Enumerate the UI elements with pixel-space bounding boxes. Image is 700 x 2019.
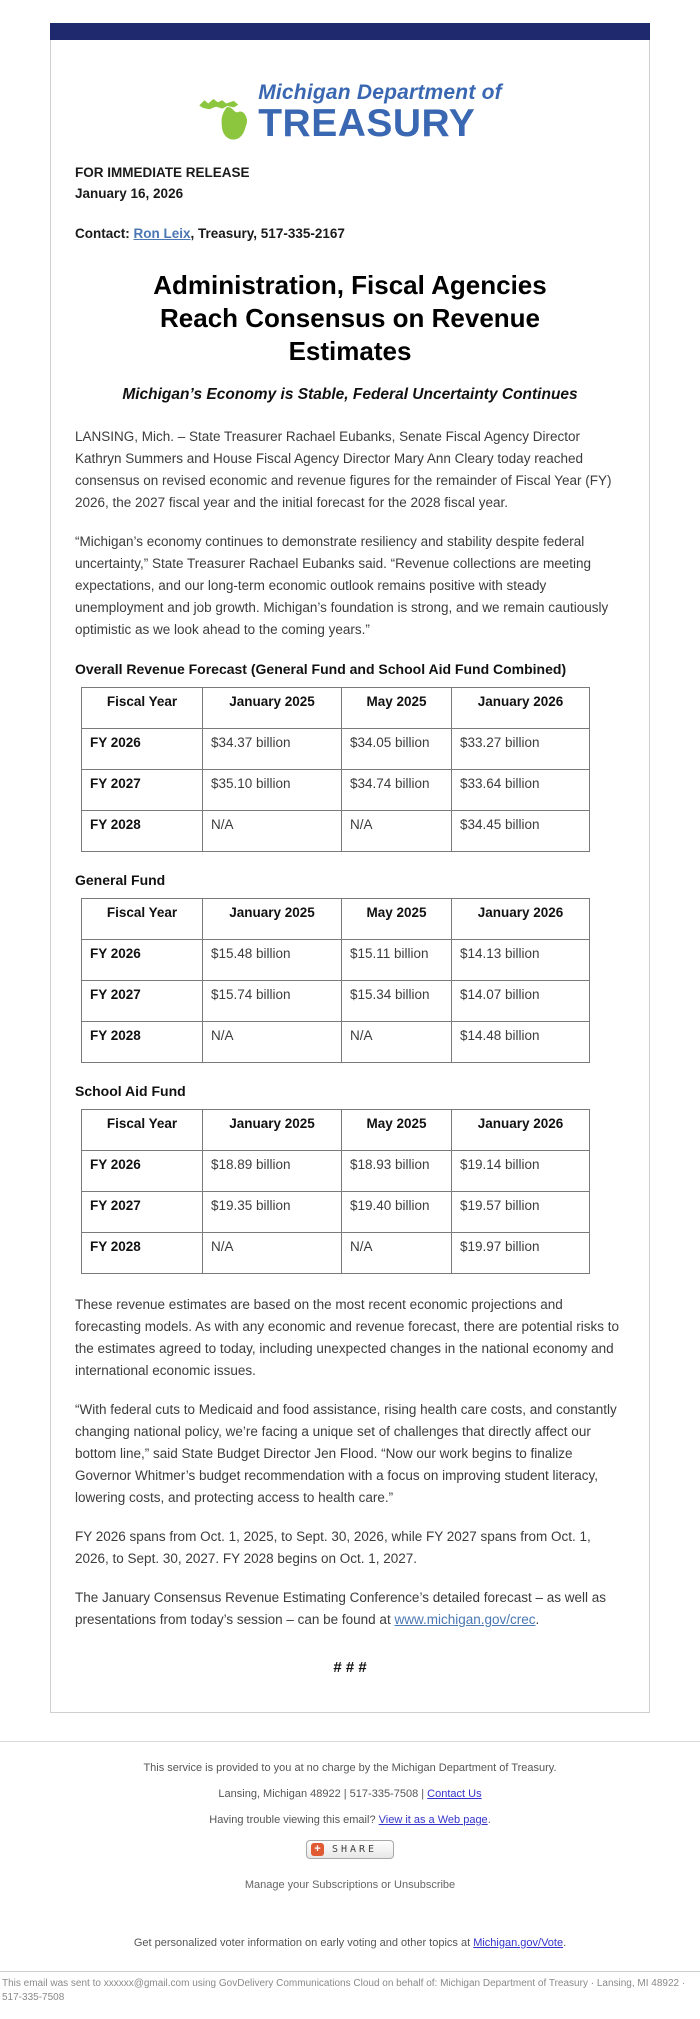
footer-trouble-line xyxy=(0,1814,700,1826)
table-heading-school-aid: School Aid Fund xyxy=(75,1083,186,1099)
table-header-row xyxy=(82,688,590,729)
footer-service-line: This service is provided to you at no charge by the Michigan Department of Treasury. xyxy=(143,1762,557,1774)
contact-person-link[interactable]: Ron Leix xyxy=(133,226,191,241)
footer-trouble-text: Having trouble viewing this email? xyxy=(209,1814,379,1826)
header-navy-bar xyxy=(50,23,650,40)
voter-info-link[interactable]: Michigan.gov/Vote xyxy=(473,1937,564,1949)
column-header: January 2026 xyxy=(452,899,590,940)
table-cell: N/A xyxy=(342,1233,452,1274)
column-header: January 2026 xyxy=(452,688,590,729)
footer-address-text: Lansing, Michigan 48922 | 517-335-7508 | xyxy=(218,1788,428,1800)
row-header: FY 2026 xyxy=(82,940,203,981)
table-cell: $15.11 billion xyxy=(342,940,452,981)
row-header: FY 2027 xyxy=(82,1192,203,1233)
share-button-label: SHARE xyxy=(331,1844,378,1855)
row-header: FY 2027 xyxy=(82,981,203,1022)
row-header: FY 2027 xyxy=(82,770,203,811)
table-heading-general-fund: General Fund xyxy=(75,872,166,888)
table-row xyxy=(82,1233,590,1274)
table-cell: $34.45 billion xyxy=(452,811,590,852)
share-button[interactable] xyxy=(306,1840,394,1859)
column-header: May 2025 xyxy=(342,688,452,729)
row-header: FY 2026 xyxy=(82,1151,203,1192)
contact-rest: , Treasury, 517-335-2167 xyxy=(190,226,345,241)
paragraph-flood-quote: “With federal cuts to Medicaid and food assistance, rising health care costs, and constantly changing national policy, we’re facing a unique set of challenges that directly affect our bottom line,” said State Budget Director Jen Flood. “Now our work begins to finalize Governor Whitmer’s budget recommendation with a focus on improving student literacy, lowering costs, and protecting access to health care.” xyxy=(75,1402,617,1505)
table-cell: $14.07 billion xyxy=(452,981,590,1022)
contact-label: Contact: xyxy=(75,226,134,241)
table-cell: $15.34 billion xyxy=(342,981,452,1022)
end-mark: # # # xyxy=(333,1659,367,1676)
table-row xyxy=(82,729,590,770)
michigan-map-icon xyxy=(198,84,262,146)
delivery-notice-bar xyxy=(0,1971,700,2015)
table-cell: $35.10 billion xyxy=(203,770,342,811)
table-cell: $34.05 billion xyxy=(342,729,452,770)
table-header-row xyxy=(82,899,590,940)
table-row xyxy=(82,770,590,811)
column-header: Fiscal Year xyxy=(82,899,203,940)
row-header: FY 2028 xyxy=(82,1233,203,1274)
table-cell: $14.48 billion xyxy=(452,1022,590,1063)
crec-period: . xyxy=(535,1612,540,1627)
table-cell: $34.37 billion xyxy=(203,729,342,770)
crec-text: The January Consensus Revenue Estimating Conference’s detailed forecast – as well as presentations from today’s session – can be found at xyxy=(75,1590,607,1627)
table-cell: N/A xyxy=(203,811,342,852)
overall-revenue-table xyxy=(81,687,590,852)
column-header: January 2026 xyxy=(452,1110,590,1151)
view-web-page-link[interactable]: View it as a Web page xyxy=(378,1814,488,1826)
row-header: FY 2026 xyxy=(82,729,203,770)
table-cell: N/A xyxy=(342,811,452,852)
paragraph-lead: LANSING, Mich. – State Treasurer Rachael Eubanks, Senate Fiscal Agency Director Kathryn Summers and House Fiscal Agency Director Mary Ann Cleary today reached consensus on revised economic and revenue figures for the remainder of Fiscal Year (FY) 2026, the 2027 fiscal year and the initial forecast for the 2028 fiscal year. xyxy=(75,429,612,510)
voter-info-text: Get personalized voter information on early voting and other topics at xyxy=(133,1937,474,1949)
crec-link[interactable]: www.michigan.gov/crec xyxy=(394,1612,536,1627)
manage-subscriptions-line[interactable]: Manage your Subscriptions or Unsubscribe xyxy=(244,1879,456,1891)
voter-info-period: . xyxy=(563,1937,567,1949)
table-row xyxy=(82,1192,590,1233)
table-cell: N/A xyxy=(342,1022,452,1063)
email-container xyxy=(50,0,650,1713)
table-cell: $19.57 billion xyxy=(452,1192,590,1233)
column-header: January 2025 xyxy=(203,688,342,729)
paragraph-fiscal-year-spans: FY 2026 spans from Oct. 1, 2025, to Sept. 30, 2026, while FY 2027 spans from Oct. 1, 2026, to Sept. 30, 2027. FY 2028 begins on Oct. 1, 2027. xyxy=(75,1529,591,1566)
article-subtitle: Michigan’s Economy is Stable, Federal Uncertainty Continues xyxy=(122,386,578,403)
table-cell: N/A xyxy=(203,1233,342,1274)
table-row xyxy=(82,811,590,852)
table-heading-overall: Overall Revenue Forecast (General Fund and School Aid Fund Combined) xyxy=(75,661,567,677)
general-fund-table xyxy=(81,898,590,1063)
table-cell: $18.93 billion xyxy=(342,1151,452,1192)
share-row xyxy=(0,1840,700,1859)
table-row xyxy=(82,1022,590,1063)
column-header: January 2025 xyxy=(203,899,342,940)
table-row xyxy=(82,940,590,981)
delivery-notice-text: This email was sent to xxxxxx@gmail.com using GovDelivery Communications Cloud on behalf of: Michigan Department of Treasury · Lansing, MI 48922 · 517-335-7508 xyxy=(2,1978,686,2003)
paragraph-crec xyxy=(75,1587,625,1631)
table-cell: N/A xyxy=(203,1022,342,1063)
table-cell: $19.35 billion xyxy=(203,1192,342,1233)
logo-dept-line: Michigan Department of xyxy=(258,81,502,104)
contact-line xyxy=(75,226,625,241)
release-date: January 16, 2026 xyxy=(75,186,184,201)
table-header-row xyxy=(82,1110,590,1151)
table-cell: $33.64 billion xyxy=(452,770,590,811)
paragraph-estimates-basis: These revenue estimates are based on the most recent economic projections and forecasting models. As with any economic and revenue forecast, there are potential risks to the estimates agreed to today, including unexpected changes in the national economy and international economic issues. xyxy=(75,1297,620,1378)
email-footer xyxy=(0,1741,700,1949)
table-cell: $19.14 billion xyxy=(452,1151,590,1192)
column-header: May 2025 xyxy=(342,899,452,940)
footer-trouble-period: . xyxy=(487,1814,491,1826)
share-plus-icon: + xyxy=(311,1843,324,1856)
column-header: Fiscal Year xyxy=(82,1110,203,1151)
table-cell: $33.27 billion xyxy=(452,729,590,770)
voter-info-line xyxy=(0,1937,700,1949)
footer-address-line xyxy=(0,1788,700,1800)
table-cell: $19.97 billion xyxy=(452,1233,590,1274)
page-title: Administration, Fiscal Agencies Reach Consensus on Revenue Estimates xyxy=(153,270,547,366)
release-label: FOR IMMEDIATE RELEASE xyxy=(75,165,250,180)
column-header: May 2025 xyxy=(342,1110,452,1151)
school-aid-fund-table xyxy=(81,1109,590,1274)
logo-treasury-line: TREASURY xyxy=(258,102,476,145)
table-cell: $19.40 billion xyxy=(342,1192,452,1233)
table-row xyxy=(82,1151,590,1192)
table-cell: $34.74 billion xyxy=(342,770,452,811)
column-header: January 2025 xyxy=(203,1110,342,1151)
contact-us-link[interactable]: Contact Us xyxy=(427,1788,482,1800)
table-cell: $18.89 billion xyxy=(203,1151,342,1192)
email-body xyxy=(50,40,650,1713)
table-cell: $15.74 billion xyxy=(203,981,342,1022)
row-header: FY 2028 xyxy=(82,1022,203,1063)
table-cell: $15.48 billion xyxy=(203,940,342,981)
table-row xyxy=(82,981,590,1022)
release-block xyxy=(75,162,625,204)
paragraph-eubanks-quote: “Michigan’s economy continues to demonstrate resiliency and stability despite federal uncertainty,” State Treasurer Rachael Eubanks said. “Revenue collections are meeting expectations, and our long-term economic outlook remains positive with steady unemployment and job growth. Michigan’s foundation is strong, and we remain cautiously optimistic as we look ahead to the coming years.” xyxy=(75,534,609,637)
treasury-logo xyxy=(75,78,625,146)
row-header: FY 2028 xyxy=(82,811,203,852)
logo-text xyxy=(258,81,502,143)
column-header: Fiscal Year xyxy=(82,688,203,729)
table-cell: $14.13 billion xyxy=(452,940,590,981)
